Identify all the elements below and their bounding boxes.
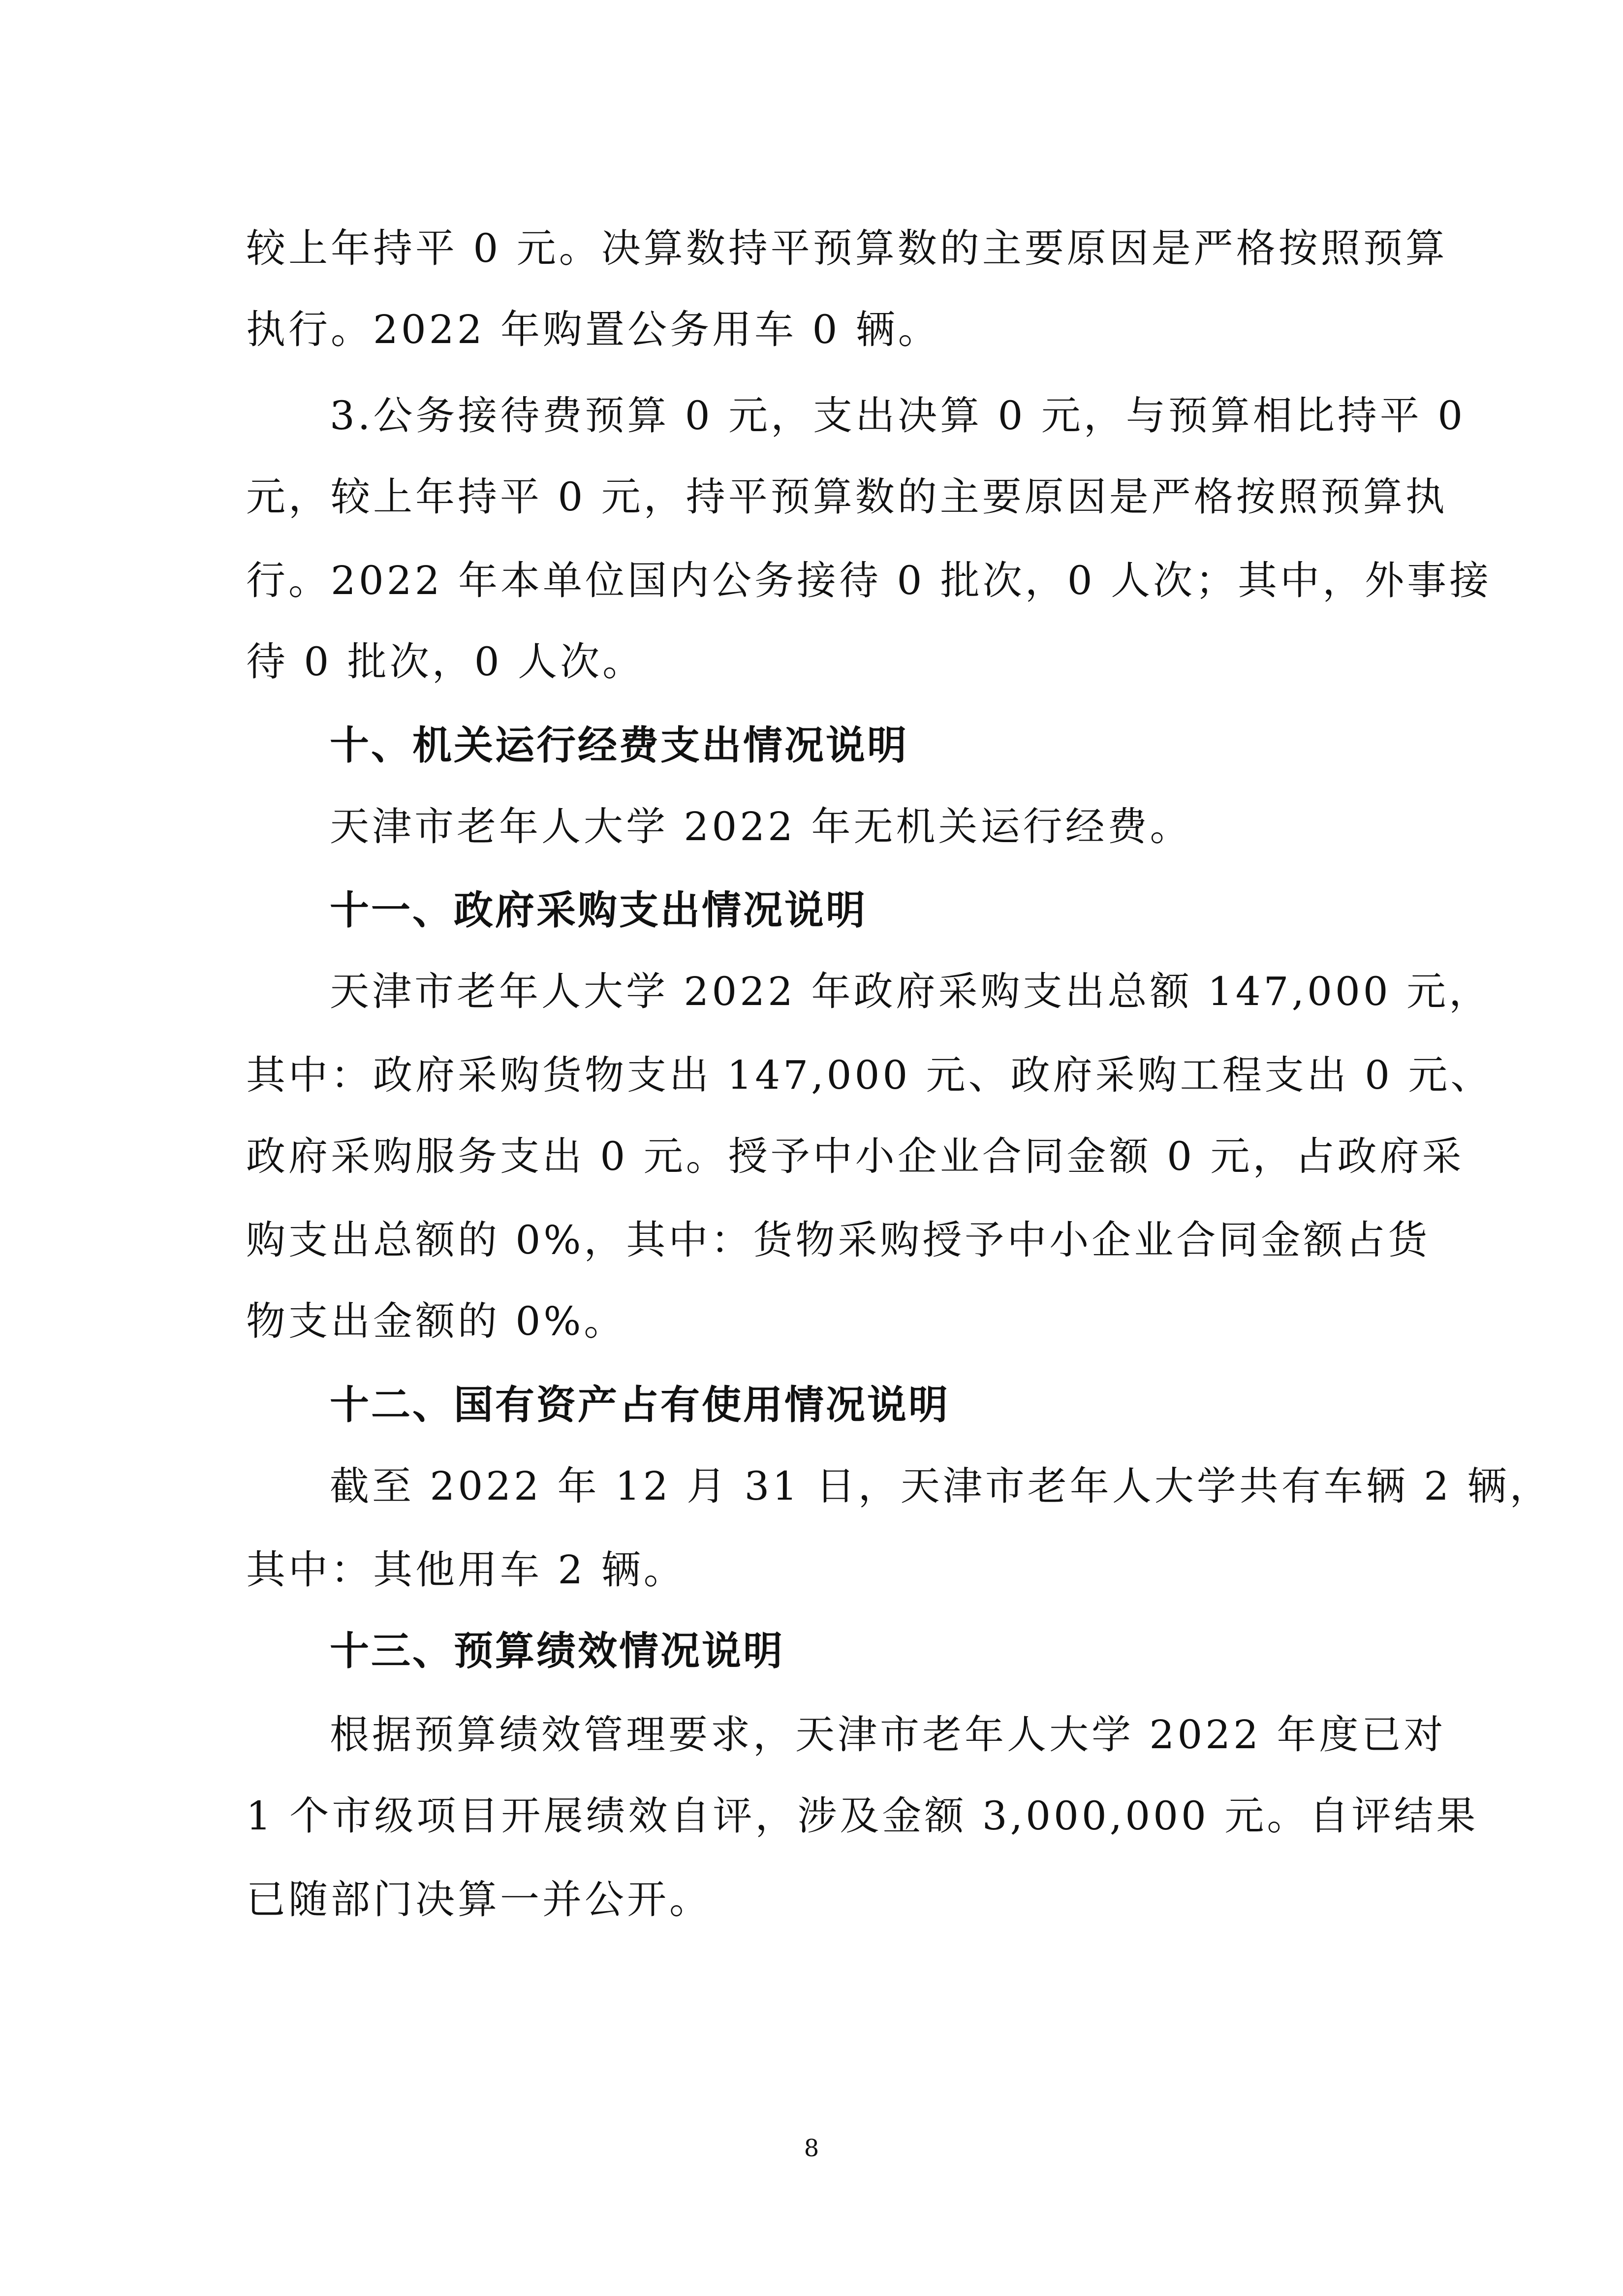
- body-text-line: 已随部门决算一并公开。: [246, 1877, 712, 1922]
- body-text-line: 1 个市级项目开展绩效自评，涉及金额 3,000,000 元。自评结果: [246, 1793, 1479, 1839]
- page-number: 8: [804, 2135, 819, 2162]
- body-text-line: 较上年持平 0 元。决算数持平预算数的主要原因是严格按照预算: [246, 225, 1448, 271]
- body-text-line: 天津市老年人大学 2022 年无机关运行经费。: [330, 804, 1192, 849]
- section-heading: 十、机关运行经费支出情况说明: [330, 723, 908, 768]
- body-text-line: 政府采购服务支出 0 元。授予中小企业合同金额 0 元，占政府采: [246, 1133, 1465, 1179]
- body-text-line: 购支出总额的 0%，其中：货物采购授予中小企业合同金额占货: [246, 1217, 1431, 1263]
- section-heading: 十二、国有资产占有使用情况说明: [330, 1382, 950, 1428]
- body-text-line: 其中：政府采购货物支出 147,000 元、政府采购工程支出 0 元、: [246, 1052, 1493, 1098]
- body-text-line: 天津市老年人大学 2022 年政府采购支出总额 147,000 元，: [330, 969, 1492, 1014]
- body-text-line: 执行。2022 年购置公务用车 0 辆。: [246, 307, 940, 352]
- body-text-line: 元，较上年持平 0 元，持平预算数的主要原因是严格按照预算执: [246, 474, 1448, 520]
- section-heading: 十三、预算绩效情况说明: [330, 1628, 784, 1674]
- body-text-line: 其中：其他用车 2 辆。: [246, 1547, 686, 1593]
- body-text-line: 根据预算绩效管理要求，天津市老年人大学 2022 年度已对: [330, 1712, 1446, 1758]
- body-text-line: 物支出金额的 0%。: [246, 1298, 626, 1344]
- body-text-line: 3.公务接待费预算 0 元，支出决算 0 元，与预算相比持平 0: [330, 393, 1466, 439]
- body-text-line: 行。2022 年本单位国内公务接待 0 批次，0 人次；其中，外事接: [246, 558, 1492, 603]
- body-text-line: 待 0 批次，0 人次。: [246, 639, 645, 685]
- body-text-line: 截至 2022 年 12 月 31 日，天津市老年人大学共有车辆 2 辆，: [330, 1463, 1552, 1509]
- section-heading: 十一、政府采购支出情况说明: [330, 887, 867, 933]
